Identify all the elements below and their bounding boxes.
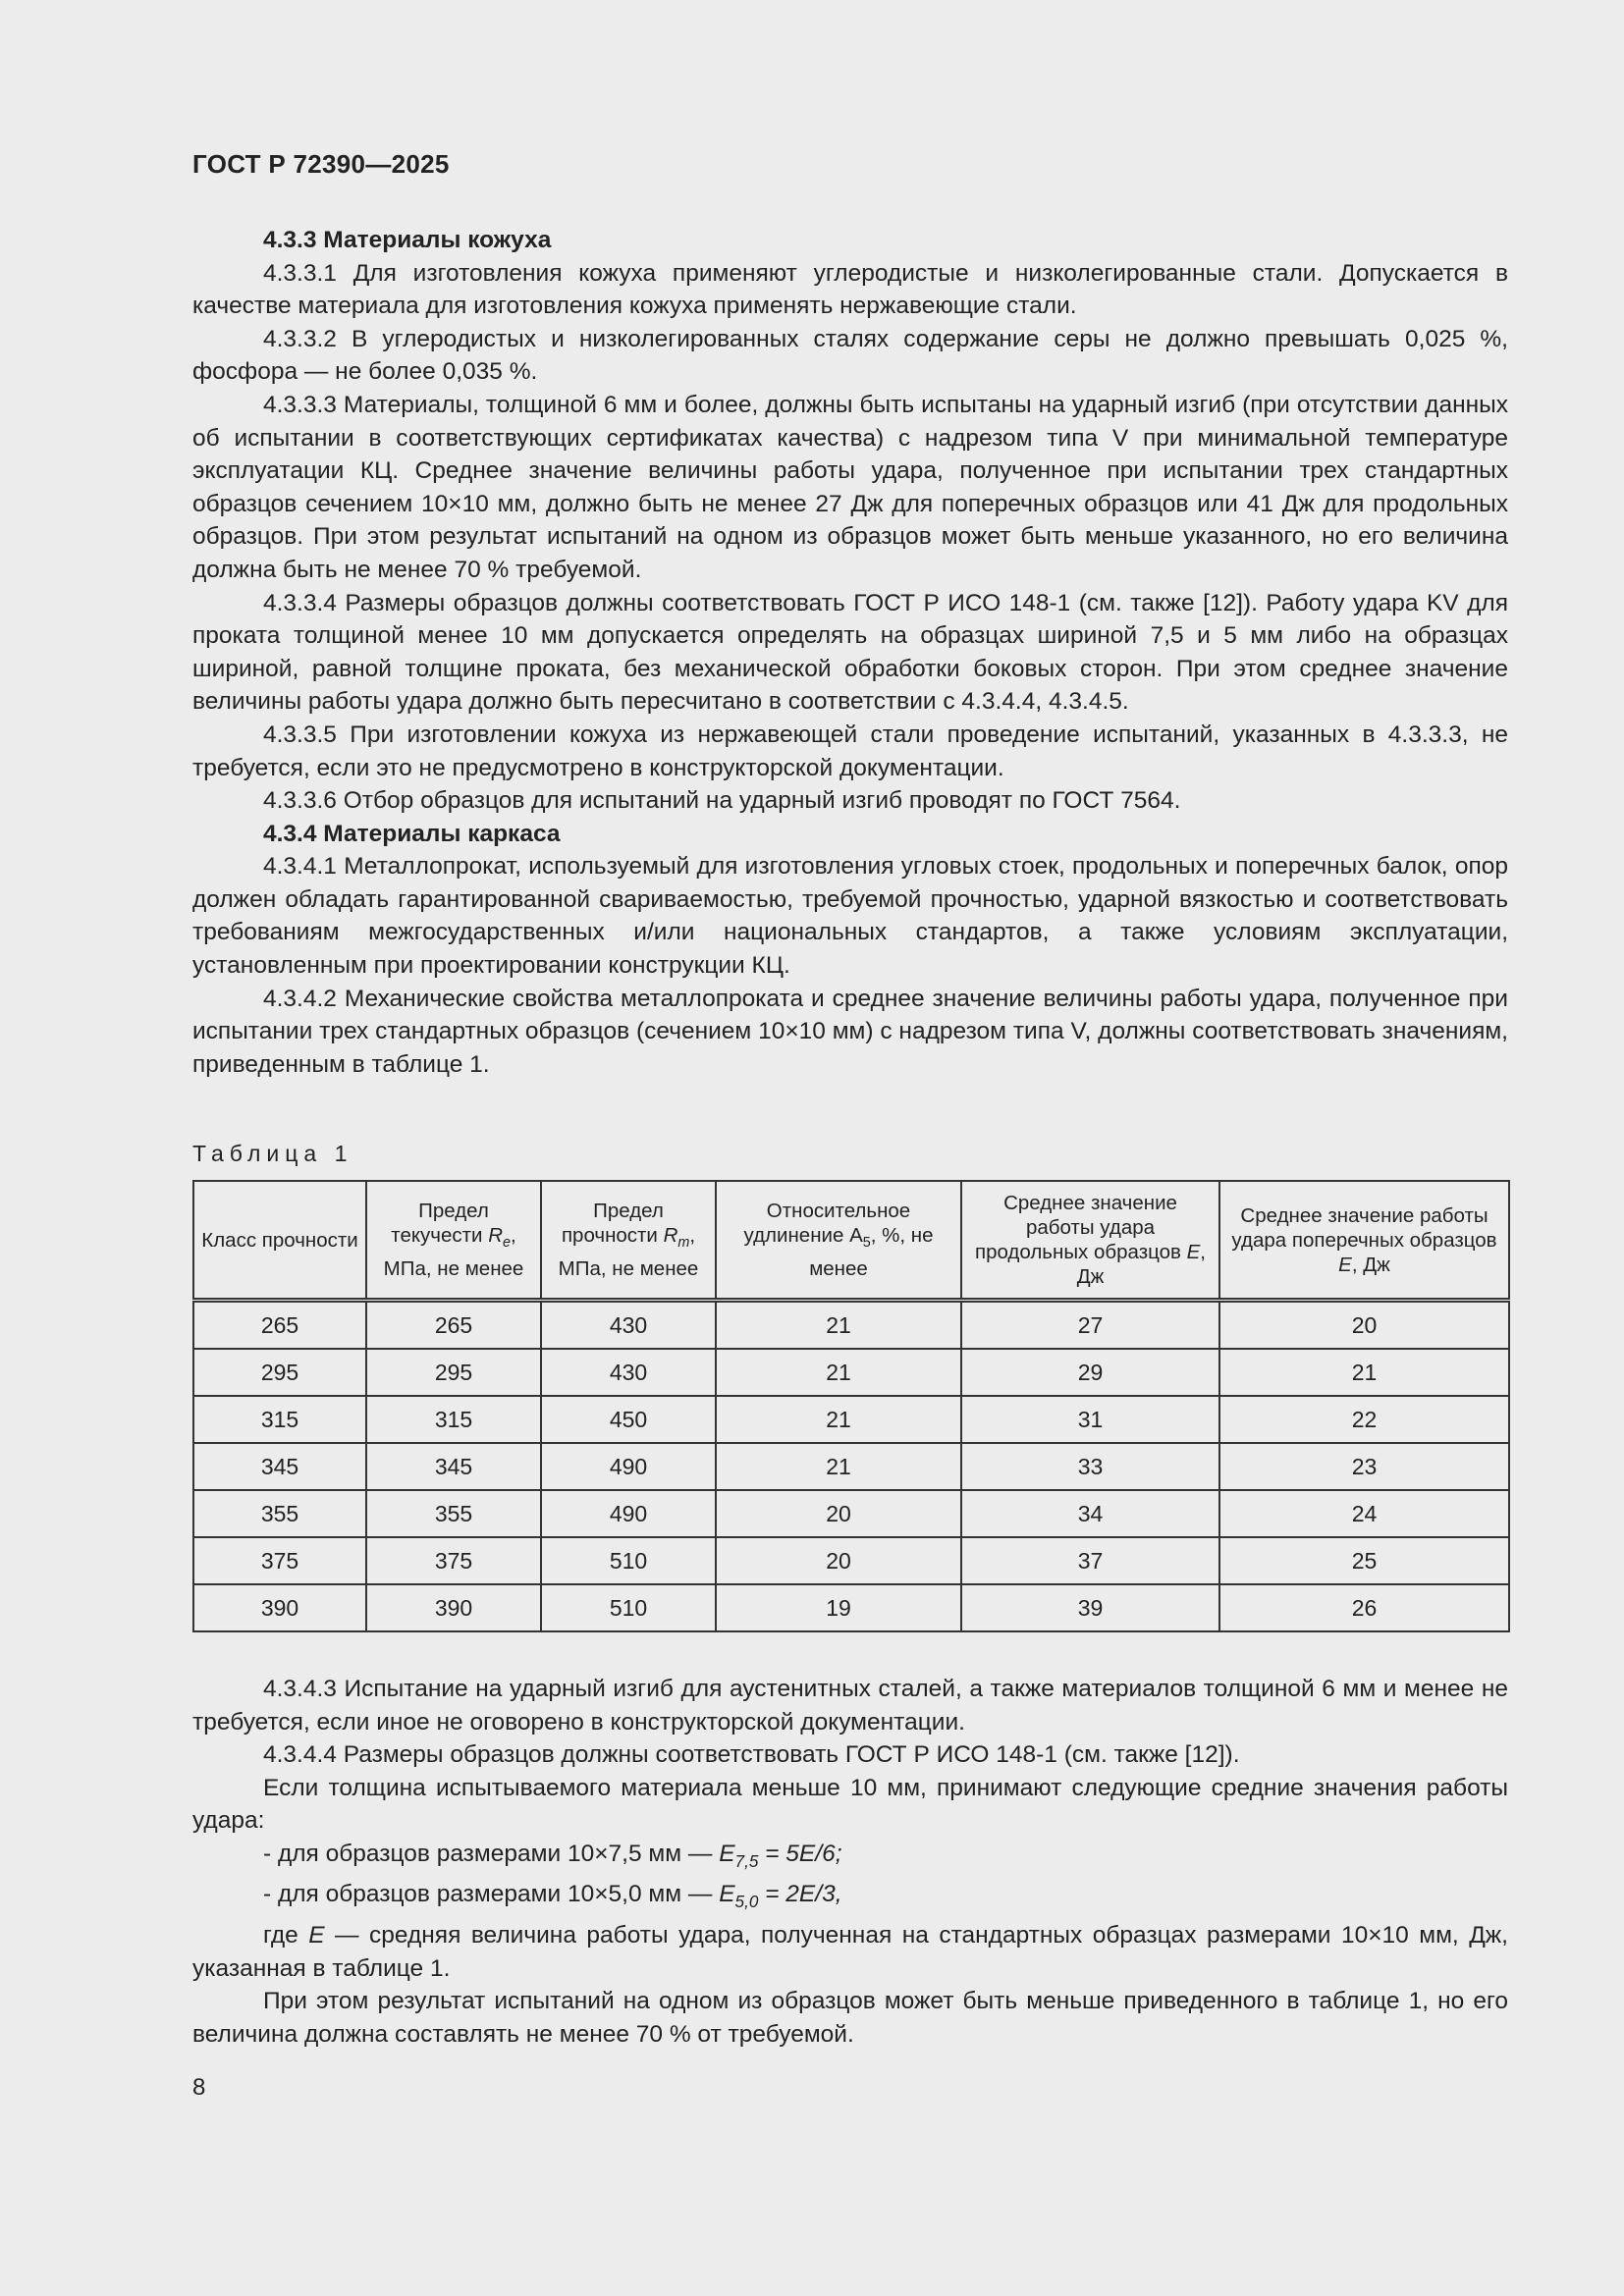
table-cell: 295 [193,1349,366,1396]
table-cell: 490 [541,1490,716,1537]
table-caption: Таблица 1 [192,1141,353,1166]
table-cell: 430 [541,1349,716,1396]
table-cell: 21 [716,1349,961,1396]
table-cell: 430 [541,1301,716,1350]
header-impact-transverse: Среднее значение работы удара поперечных образцов Е, Дж [1219,1181,1509,1301]
paragraph-4-3-3-3: 4.3.3.3 Материалы, толщиной 6 мм и более, должны быть испытаны на ударный изгиб (при отсутствии данных об испытании в соответствующих сертификатах качества) с надрезом типа V при минимальной температуре эксплуатации КЦ. Среднее значение величины работы удара, полученное при испытании трех стандартных образцов сечением 10×10 мм, должно быть не менее 27 Дж для поперечных образцов или 41 Дж для продольных образцов. При этом результат испытаний на одном из образцов может быть меньше указанного, но его величина должна быть не менее 70 % требуемой. [192,391,1508,583]
section-heading-4-3-3: 4.3.3 Материалы кожуха [263,227,552,253]
table-row [193,1537,1509,1584]
table-cell: 33 [961,1443,1219,1490]
paragraph-4-3-4-1: 4.3.4.1 Металлопрокат, используемый для изготовления угловых стоек, продольных и поперечных балок, опор должен обладать гарантированной свариваемостью, требуемой прочностью, ударной вязкостью и соответствовать требованиям межгосударственных и/или национальных стандартов, а также условиям эксплуатации, установленным при проектировании конструкции КЦ. [192,853,1508,980]
table-header-row [193,1181,1509,1301]
table-cell: 375 [193,1537,366,1584]
table-cell: 375 [366,1537,541,1584]
table-cell: 26 [1219,1584,1509,1631]
paragraph-4-3-3-4: 4.3.3.4 Размеры образцов должны соответствовать ГОСТ Р ИСО 148-1 (см. также [12]). Работу удара KV для проката толщиной менее 10 мм допускается определять на образцах шириной 7,5 и 5 мм либо на образцах шириной, равной толщине проката, без механической обработки боковых сторон. При этом среднее значение величины работы удара должно быть пересчитано в соответствии с 4.3.4.4, 4.3.4.5. [192,589,1508,716]
document-body-after-table [192,1673,1508,2051]
table-cell: 510 [541,1584,716,1631]
paragraph-where-e: где E — средняя величина работы удара, полученная на стандартных образцах размерами 10×10 мм, Дж, указанная в таблице 1. [192,1921,1508,1982]
table-cell: 345 [193,1443,366,1490]
table-cell: 450 [541,1396,716,1443]
paragraph-4-3-4-2: 4.3.4.2 Механические свойства металлопроката и среднее значение величины работы удара, полученное при испытании трех стандартных образцов (сечением 10×10 мм) с надрезом типа V, должны соответствовать значениям, приведенным в таблице 1. [192,985,1508,1078]
paragraph-4-3-3-5: 4.3.3.5 При изготовлении кожуха из нержавеющей стали проведение испытаний, указанных в 4.3.3.3, не требуется, если это не предусмотрено в конструкторской документации. [192,721,1508,781]
table-cell: 510 [541,1537,716,1584]
table-cell: 39 [961,1584,1219,1631]
table-cell: 315 [366,1396,541,1443]
table-cell: 345 [366,1443,541,1490]
table-cell: 20 [716,1537,961,1584]
table-row [193,1584,1509,1631]
table-cell: 25 [1219,1537,1509,1584]
table-cell: 21 [716,1443,961,1490]
table-cell: 21 [1219,1349,1509,1396]
table-cell: 20 [1219,1301,1509,1350]
header-yield-strength: Предел текучести $R_e$, МПа, не менее [366,1181,541,1301]
table-cell: 295 [366,1349,541,1396]
table-cell: 21 [716,1396,961,1443]
header-elongation: Относительное удлинение $А_5$, %, не менее [716,1181,961,1301]
table-body [193,1301,1509,1632]
header-strength-class: Класс прочности [193,1181,366,1301]
table-row [193,1490,1509,1537]
paragraph-thickness-condition: Если толщина испытываемого материала меньше 10 мм, принимают следующие средние значения работы удара: [192,1774,1508,1835]
table-row [193,1349,1509,1396]
table-cell: 390 [193,1584,366,1631]
table-cell: 315 [193,1396,366,1443]
table-cell: 24 [1219,1490,1509,1537]
table-row [193,1396,1509,1443]
document-code-header: ГОСТ Р 72390—2025 [192,149,450,179]
table-cell: 20 [716,1490,961,1537]
table-cell: 27 [961,1301,1219,1350]
formula-10x5-0: - для образцов размерами 10×5,0 мм — $E_{5,0} = 2E/3$, [263,1881,842,1912]
paragraph-4-3-3-2: 4.3.3.2 В углеродистых и низколегированных сталях содержание серы не должно превышать 0,025 %, фосфора — не более 0,035 %. [192,325,1508,386]
table-cell: 355 [366,1490,541,1537]
header-impact-longitudinal: Среднее значение работы удара продольных образцов Е, Дж [961,1181,1219,1301]
table-cell: 21 [716,1301,961,1350]
header-tensile-strength: Предел прочности $R_m$, МПа, не менее [541,1181,716,1301]
table-row [193,1301,1509,1350]
table-cell: 23 [1219,1443,1509,1490]
table-cell: 29 [961,1349,1219,1396]
table-cell: 265 [366,1301,541,1350]
section-heading-4-3-4: 4.3.4 Материалы каркаса [263,820,561,847]
strength-class-table [192,1180,1510,1632]
paragraph-4-3-3-6: 4.3.3.6 Отбор образцов для испытаний на ударный изгиб проводят по ГОСТ 7564. [263,787,1181,815]
document-body [192,224,1508,1081]
table-cell: 265 [193,1301,366,1350]
paragraph-4-3-4-4: 4.3.4.4 Размеры образцов должны соответствовать ГОСТ Р ИСО 148-1 (см. также [12]). [263,1741,1240,1769]
paragraph-4-3-4-3: 4.3.4.3 Испытание на ударный изгиб для аустенитных сталей, а также материалов толщиной 6 мм и менее не требуется, если иное не оговорено в конструкторской документации. [192,1676,1508,1735]
paragraph-final: При этом результат испытаний на одном из образцов может быть меньше приведенного в таблице 1, но его величина должна составлять не менее 70 % от требуемой. [192,1988,1508,2048]
table-cell: 31 [961,1396,1219,1443]
paragraph-4-3-3-1: 4.3.3.1 Для изготовления кожуха применяют углеродистые и низколегированные стали. Допускается в качестве материала для изготовления кожуха применять нержавеющие стали. [192,259,1508,320]
table-cell: 390 [366,1584,541,1631]
table-cell: 490 [541,1443,716,1490]
table-cell: 22 [1219,1396,1509,1443]
page-number: 8 [192,2074,206,2101]
table-cell: 355 [193,1490,366,1537]
table-row [193,1443,1509,1490]
formula-10x7-5: - для образцов размерами 10×7,5 мм — $E_{7,5} = 5E/6$; [263,1840,842,1871]
table-cell: 19 [716,1584,961,1631]
table-cell: 34 [961,1490,1219,1537]
table-cell: 37 [961,1537,1219,1584]
